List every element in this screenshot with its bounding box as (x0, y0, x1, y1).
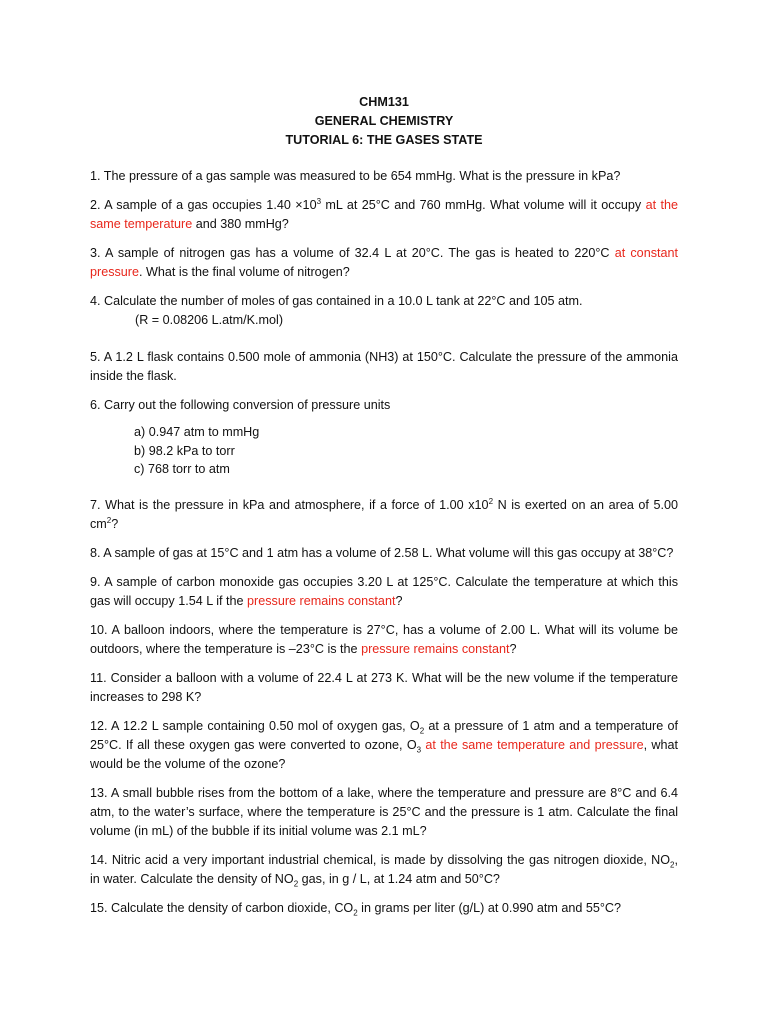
question-5: 5. A 1.2 L flask contains 0.500 mole of ammonia (NH3) at 150°C. Calculate the pressure of the ammonia inside the flask. (90, 350, 678, 383)
document-header (90, 93, 678, 150)
red-highlight: at the same temperature (90, 198, 678, 231)
course-name: GENERAL CHEMISTRY (314, 114, 454, 128)
tutorial-title: TUTORIAL 6: THE GASES STATE (285, 133, 483, 147)
tutorial-document (90, 93, 678, 928)
question-14: 14. Nitric acid a very important industrial chemical, is made by dissolving the gas nitrogen dioxide, $NO_2$, in water. Calculate the density of $NO_2$ gas, in g / L, at 1.24 atm and 50°C? (90, 852, 678, 889)
red-highlight: at the same temperature and pressure (421, 737, 644, 752)
question-12: 12. A 12.2 L sample containing 0.50 mol of oxygen gas, $O_2$ at a pressure of 1 atm and a temperature of 25°C. If all these oxygen gas were converted to ozone, $O_3$ at the same temperature and pressure, what would be the volume of the ozone? (90, 718, 678, 771)
question-6-list (90, 423, 678, 479)
question-3: 3. A sample of nitrogen gas has a volume of 32.4 L at 20°C. The gas is heated to 220°C at constant pressure. What is the final volume of nitrogen? (90, 246, 678, 279)
question-1: 1. The pressure of a gas sample was measured to be 654 mmHg. What is the pressure in kPa? (90, 169, 621, 183)
list-item: c) 768 torr to atm (134, 462, 230, 476)
question-4: 4. Calculate the number of moles of gas contained in a 10.0 L tank at 22°C and 105 atm. (90, 294, 583, 308)
course-code: CHM131 (359, 95, 409, 109)
list-item: b) 98.2 kPa to torr (134, 443, 235, 458)
question-7: 7. What is the pressure in kPa and atmosphere, if a force of 1.00 $x10^2$ N is exerted on an area of 5.00 $cm^2$? (90, 496, 678, 531)
question-8: 8. A sample of gas at 15°C and 1 atm has a volume of 2.58 L. What volume will this gas occupy at 38°C? (90, 545, 674, 560)
question-15: 15. Calculate the density of carbon dioxide, $CO_2$ in grams per liter (g/L) at 0.990 atm and 55°C? (90, 900, 622, 918)
red-highlight: pressure remains constant (361, 641, 510, 656)
question-2: 2. A sample of a gas occupies $1.40 \times 10^3$ mL at 25°C and 760 mmHg. What volume will it occupy at the same temperature and 380 mmHg? (90, 196, 678, 231)
question-9: 9. A sample of carbon monoxide gas occupies 3.20 L at 125°C. Calculate the temperature at which this gas will occupy 1.54 L if the pressure remains constant? (90, 574, 678, 608)
red-highlight: pressure remains constant (247, 593, 396, 608)
question-13: 13. A small bubble rises from the bottom of a lake, where the temperature and pressure are 8°C and 6.4 atm, to the water’s surface, where the temperature is 25°C and the pressure is 1 atm. Calculate the final volume (in mL) of the bubble if its initial volume was 2.1 mL? (90, 785, 678, 838)
question-6: 6. Carry out the following conversion of pressure units (90, 398, 391, 412)
question-4-constant: (R = 0.08206 L.atm/K.mol) (135, 313, 284, 327)
question-11: 11. Consider a balloon with a volume of 22.4 L at 273 K. What will be the new volume if the temperature increases to 298 K? (90, 670, 678, 704)
question-10: 10. A balloon indoors, where the temperature is 27°C, has a volume of 2.00 L. What will its volume be outdoors, where the temperature is –23°C is the pressure remains constant? (90, 622, 678, 656)
list-item: a) 0.947 atm to mmHg (134, 425, 260, 439)
red-highlight: at constant pressure (90, 246, 678, 279)
